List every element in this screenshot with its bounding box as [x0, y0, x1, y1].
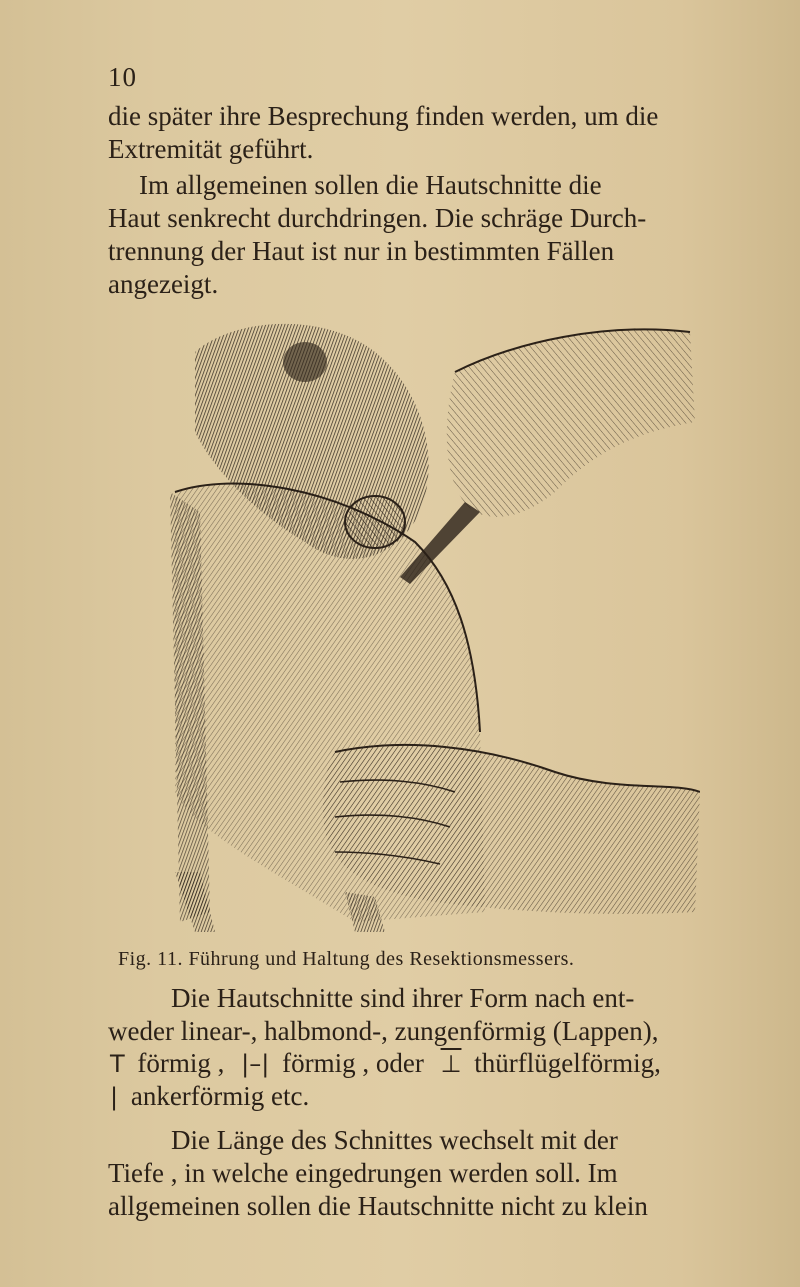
paragraph-3-text-4: ankerförmig etc. [130, 1081, 310, 1111]
paragraph-3-line-1: Die Hautschnitte sind ihrer Form nach ent- [171, 983, 635, 1013]
anchor-shape-symbol: | [110, 1083, 119, 1111]
paragraph-3-anchor-line [110, 1080, 309, 1114]
page-number: 10 [108, 62, 137, 92]
paragraph-4-line-2: Tiefe , in welche eingedrungen werden soll. Im [108, 1158, 618, 1188]
figure-illustration [155, 312, 700, 942]
paragraph-2-line-2: Haut senkrecht durchdringen. Die schräge Durch- [108, 203, 647, 233]
paragraph-2-line-4: angezeigt. [108, 269, 219, 299]
paragraph-3-symbol-line [110, 1047, 661, 1081]
paragraph-1-line-2: Extremität geführt. [108, 134, 314, 164]
paragraph-1-line-1: die später ihre Besprechung finden werden, um die [108, 101, 659, 131]
paragraph-4-line-3: allgemeinen sollen die Hautschnitte nicht zu klein [108, 1191, 648, 1221]
h-shape-symbol: |–| [241, 1050, 270, 1078]
paragraph-2 [108, 169, 728, 301]
paragraph-1 [108, 100, 728, 166]
paragraph-3-text-3: thürflügelförmig, [474, 1048, 661, 1078]
paragraph-2-line-1: Im allgemeinen sollen die Hautschnitte die [139, 170, 602, 200]
paragraph-4-line-1: Die Länge des Schnittes wechselt mit der [171, 1125, 618, 1155]
paragraph-2-line-3: trennung der Haut ist nur in bestimmten Fällen [108, 236, 615, 266]
door-wing-symbol: ⊥ [440, 1050, 462, 1078]
paragraph-3-line-2: weder linear-, halbmond-, zungenförmig (Lappen), [108, 1016, 659, 1046]
paragraph-3-text-1: förmig , [137, 1048, 225, 1078]
paragraph-3-text-2: förmig , oder [282, 1048, 424, 1078]
t-shape-symbol: T [110, 1050, 125, 1078]
figure-caption: Fig. 11. Führung und Haltung des Resektionsmessers. [118, 948, 575, 970]
